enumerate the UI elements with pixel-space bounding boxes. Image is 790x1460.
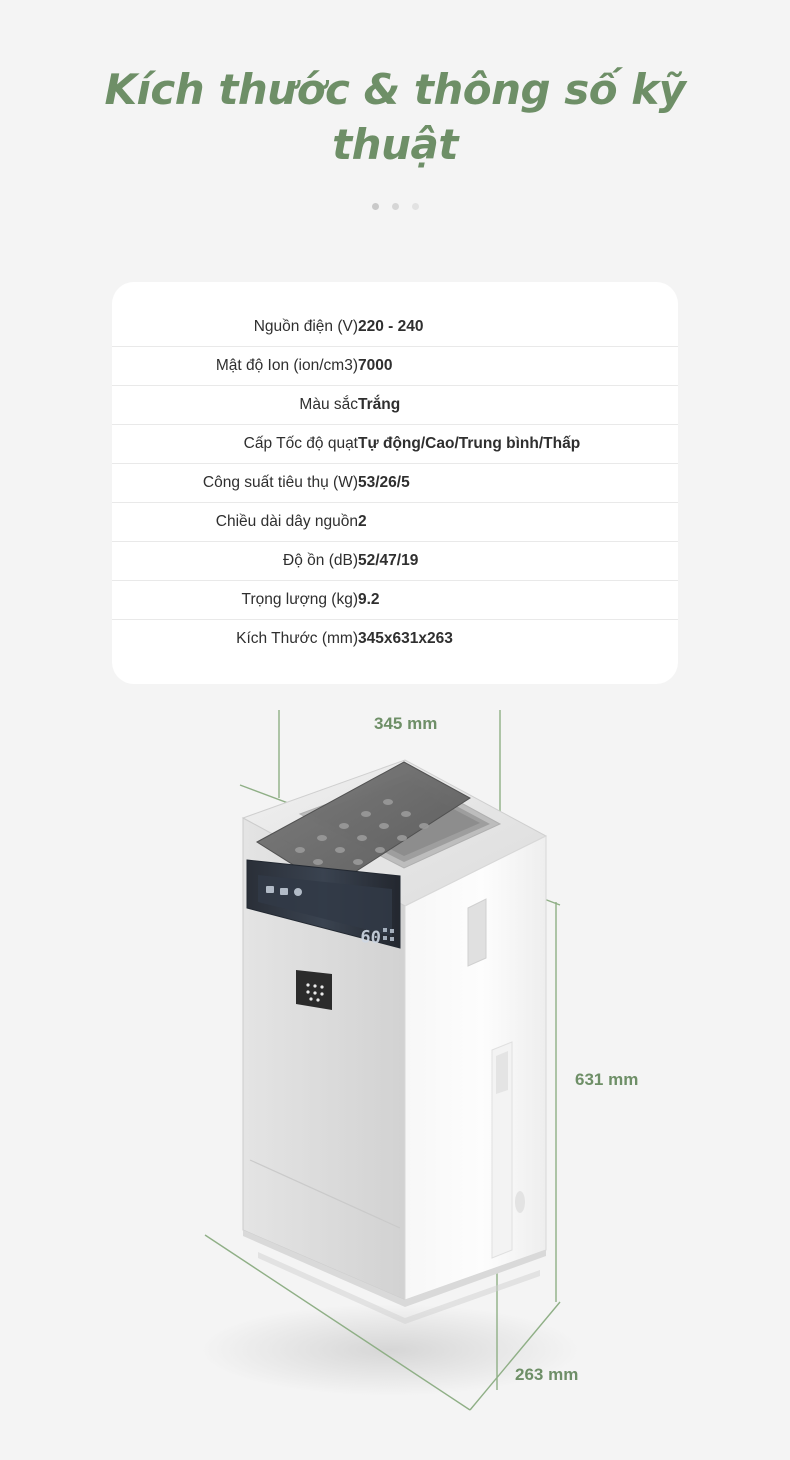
- spec-label: Chiều dài dây nguồn: [112, 503, 358, 542]
- table-row: [112, 425, 678, 464]
- spec-value: 9.2: [358, 581, 678, 620]
- spec-label: Màu sắc: [112, 386, 358, 425]
- carousel-dot-2[interactable]: [392, 203, 399, 210]
- spec-label: Mật độ Ion (ion/cm3): [112, 347, 358, 386]
- spec-label: Nguồn điện (V): [112, 308, 358, 347]
- page-title: Kích thước & thông số kỹ thuật: [104, 65, 686, 170]
- table-row: [112, 308, 678, 347]
- spec-label: Độ ồn (dB): [112, 542, 358, 581]
- dimension-height-label: 631 mm: [575, 1070, 639, 1089]
- carousel-dots[interactable]: [0, 203, 790, 210]
- spec-value: 52/47/19: [358, 542, 678, 581]
- page-header: [0, 0, 790, 210]
- product-illustration: [0, 690, 790, 1460]
- carousel-dot-3[interactable]: [412, 203, 419, 210]
- spec-value: 345x631x263: [358, 630, 453, 647]
- spec-label: Cấp Tốc độ quạt: [112, 425, 358, 464]
- table-row: [112, 581, 678, 620]
- table-row: [112, 347, 678, 386]
- table-row: [112, 503, 678, 542]
- svg-text:60: 60: [359, 927, 382, 949]
- table-row: [112, 464, 678, 503]
- spec-card: [112, 282, 678, 684]
- spec-label: Công suất tiêu thụ (W): [112, 464, 358, 503]
- dimension-width-label: 345 mm: [374, 714, 438, 733]
- spec-label: Kích Thước (mm): [236, 630, 358, 647]
- spec-value: Tự động/Cao/Trung bình/Thấp: [358, 425, 678, 464]
- spec-value: 220 - 240: [358, 308, 678, 347]
- dimension-depth-label: 263 mm: [515, 1365, 579, 1384]
- spec-value: Trắng: [358, 386, 678, 425]
- spec-table: [112, 308, 678, 658]
- spec-value: 53/26/5: [358, 464, 678, 503]
- spec-value: 2: [358, 503, 678, 542]
- table-row: [112, 620, 678, 659]
- table-row: [112, 542, 678, 581]
- spec-label: Trọng lượng (kg): [112, 581, 358, 620]
- table-row: [112, 386, 678, 425]
- carousel-dot-1[interactable]: [372, 203, 379, 210]
- product-diagram-svg: [0, 690, 790, 1460]
- spec-value: 7000: [358, 347, 678, 386]
